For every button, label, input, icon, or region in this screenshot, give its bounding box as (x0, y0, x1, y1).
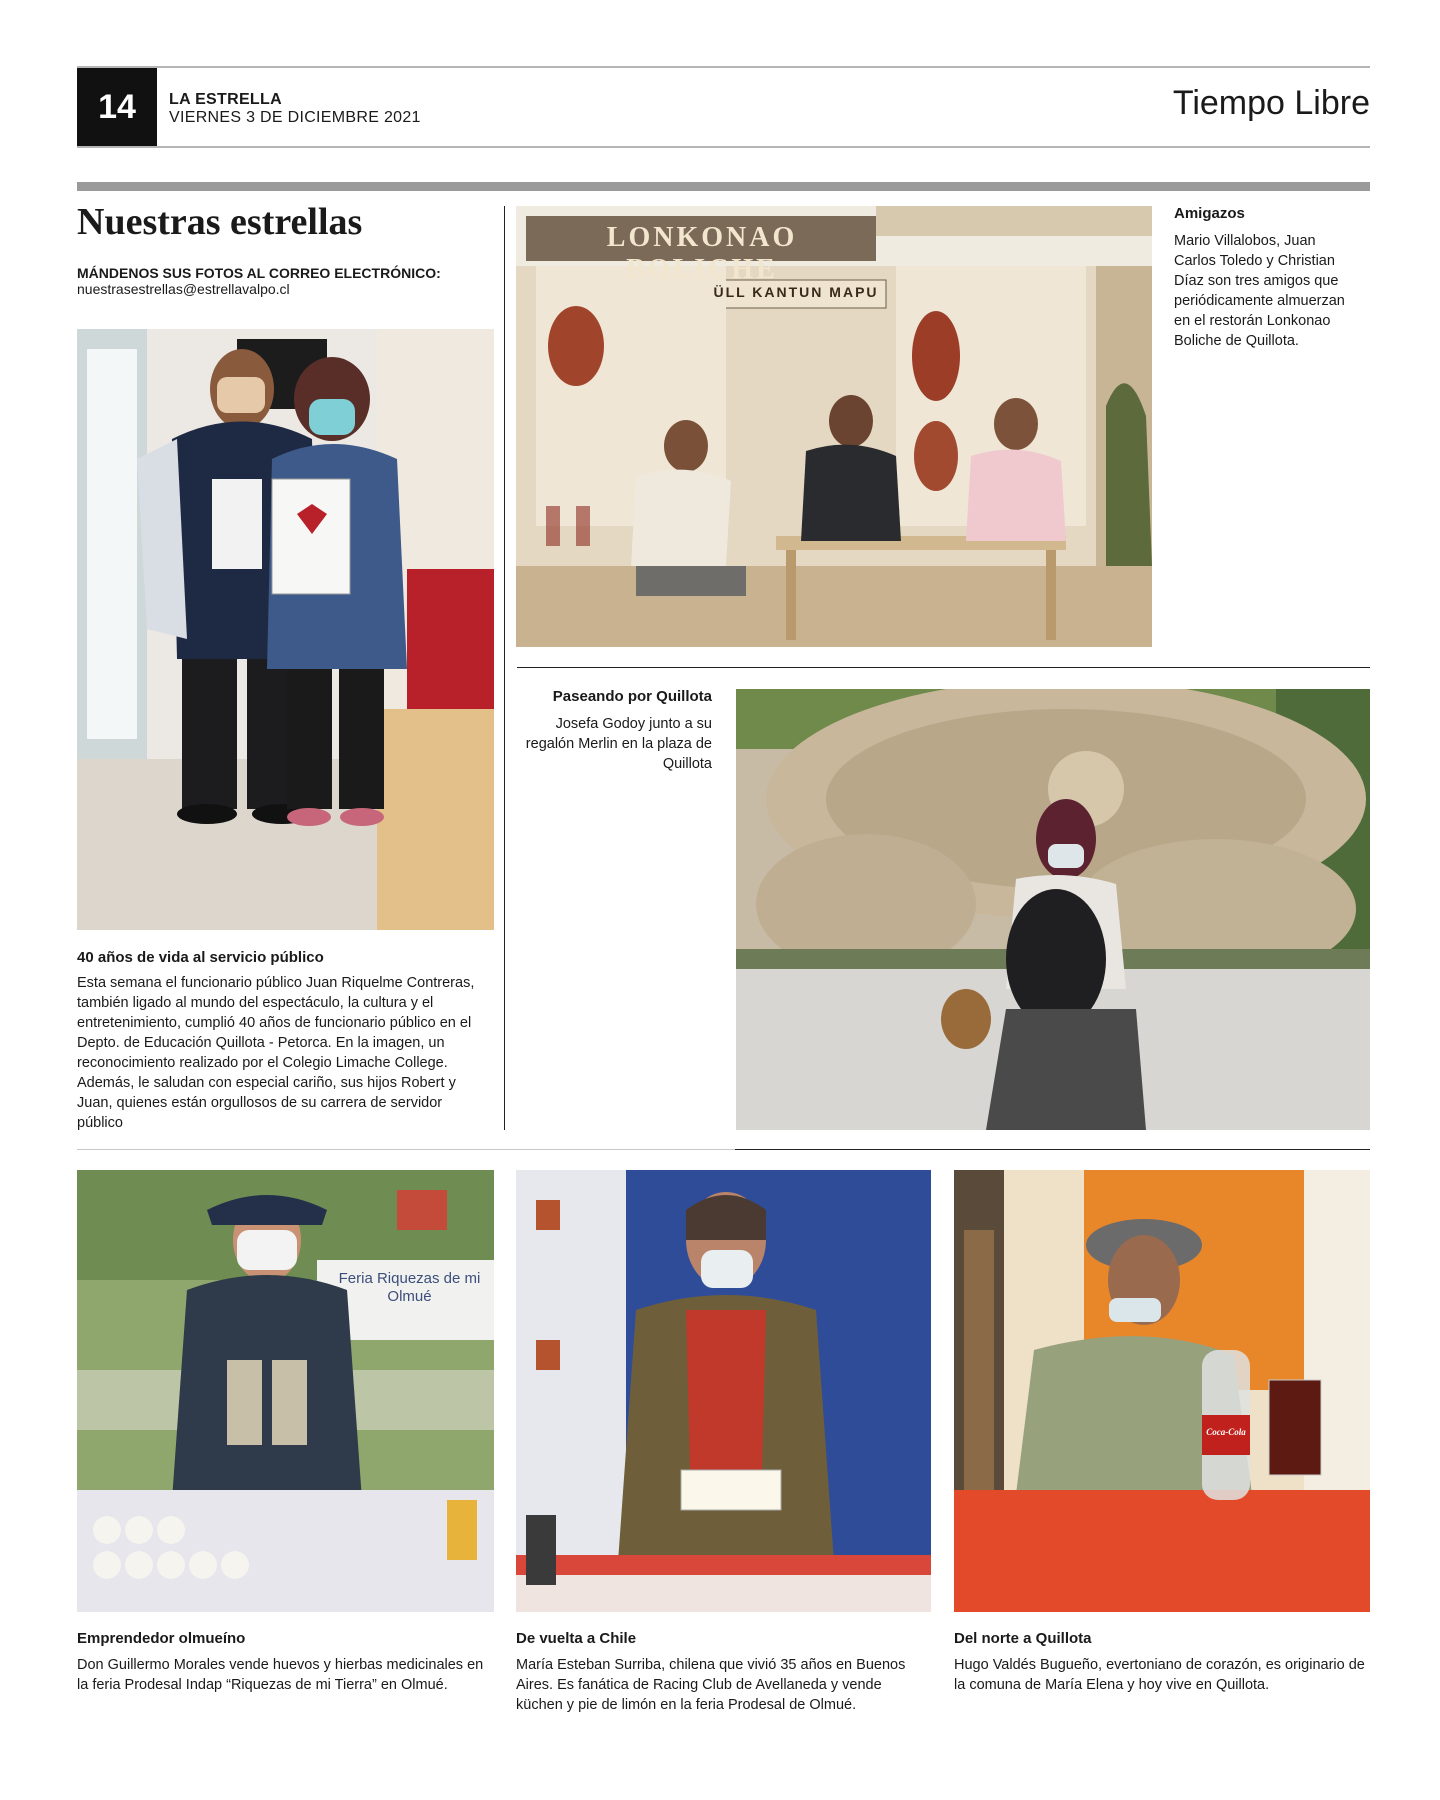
fair-banner-line1: Feria Riquezas de mi (338, 1270, 481, 1287)
caption-title-de-vuelta: De vuelta a Chile (516, 1630, 637, 1647)
header-bottom-rule (77, 146, 1370, 148)
photo-emprendedor (77, 1170, 494, 1612)
header-top-rule (77, 66, 1370, 68)
section-rule-lower (735, 1149, 1370, 1150)
bottle-label: Coca-Cola (1206, 1427, 1246, 1437)
contact-label: MÁNDENOS SUS FOTOS AL CORREO ELECTRÓNICO: (77, 265, 441, 281)
caption-body-amigazos: Mario Villalobos, Juan Carlos Toledo y Christian Díaz son tres amigos que periódicamente almuerzan en el restorán Lonkonao Boliche de Quillota. (1174, 233, 1345, 349)
fair-banner (327, 1270, 492, 1306)
column-divider (504, 206, 505, 1130)
caption-title-amigazos: Amigazos (1174, 205, 1245, 222)
photo-del-norte (954, 1170, 1370, 1612)
photo-paseando (736, 689, 1370, 1130)
fair-banner-line2: Olmué (387, 1288, 432, 1305)
caption-title-public-service: 40 años de vida al servicio público (77, 949, 324, 966)
caption-body-emprendedor: Don Guillermo Morales vende huevos y hierbas medicinales en la feria Prodesal Indap “Riquezas de mi Tierra” en Olmué. (77, 1657, 484, 1693)
photo-amigazos (516, 206, 1152, 647)
column-title: Nuestras estrellas (77, 201, 363, 243)
contact-email: nuestrasestrellas@estrellavalpo.cl (77, 281, 290, 297)
caption-title-del-norte: Del norte a Quillota (954, 1630, 1092, 1647)
photo-de-vuelta (516, 1170, 931, 1612)
caption-title-emprendedor: Emprendedor olmueíno (77, 1630, 246, 1647)
newspaper-name: LA ESTRELLA (169, 91, 282, 108)
caption-title-paseando: Paseando por Quillota (552, 688, 712, 705)
caption-body-paseando: Josefa Godoy junto a su regalón Merlin en la plaza de Quillota (525, 716, 712, 772)
restaurant-subsign: ÜLL KANTUN MAPU (713, 284, 879, 300)
restaurant-sign: LONKONAO BOLICHE (606, 222, 798, 285)
caption-body-public-service: Esta semana el funcionario público Juan Riquelme Contreras, también ligado al mundo del espectáculo, la cultura y el entretenimiento, cumplió 40 años de funcionario público en el Depto. de Educación Quillota - Petorca. En la imagen, un reconocimiento realizado por el Colegio Limache College. Además, le saludan con especial cariño, sus hijos Robert y Juan, quienes están orgullosos de su carrera de servidor público (77, 975, 475, 1131)
section-rule (517, 667, 1370, 668)
photo-public-service (77, 329, 494, 930)
caption-body-de-vuelta: María Esteban Surriba, chilena que vivió 35 años en Buenos Aires. Es fanática de Racing Club de Avellaneda y vende küchen y pie de limón en la feria Prodesal de Olmué. (516, 1657, 906, 1713)
page-number: 14 (77, 68, 157, 146)
section-title: Tiempo Libre (1172, 84, 1370, 122)
caption-body-del-norte: Hugo Valdés Bugueño, evertoniano de corazón, es originario de la comuna de María Elena y hoy vive en Quillota. (954, 1657, 1365, 1693)
section-divider (77, 182, 1370, 191)
publication-date: VIERNES 3 DE DICIEMBRE 2021 (169, 109, 421, 126)
section-rule-light (77, 1149, 735, 1150)
